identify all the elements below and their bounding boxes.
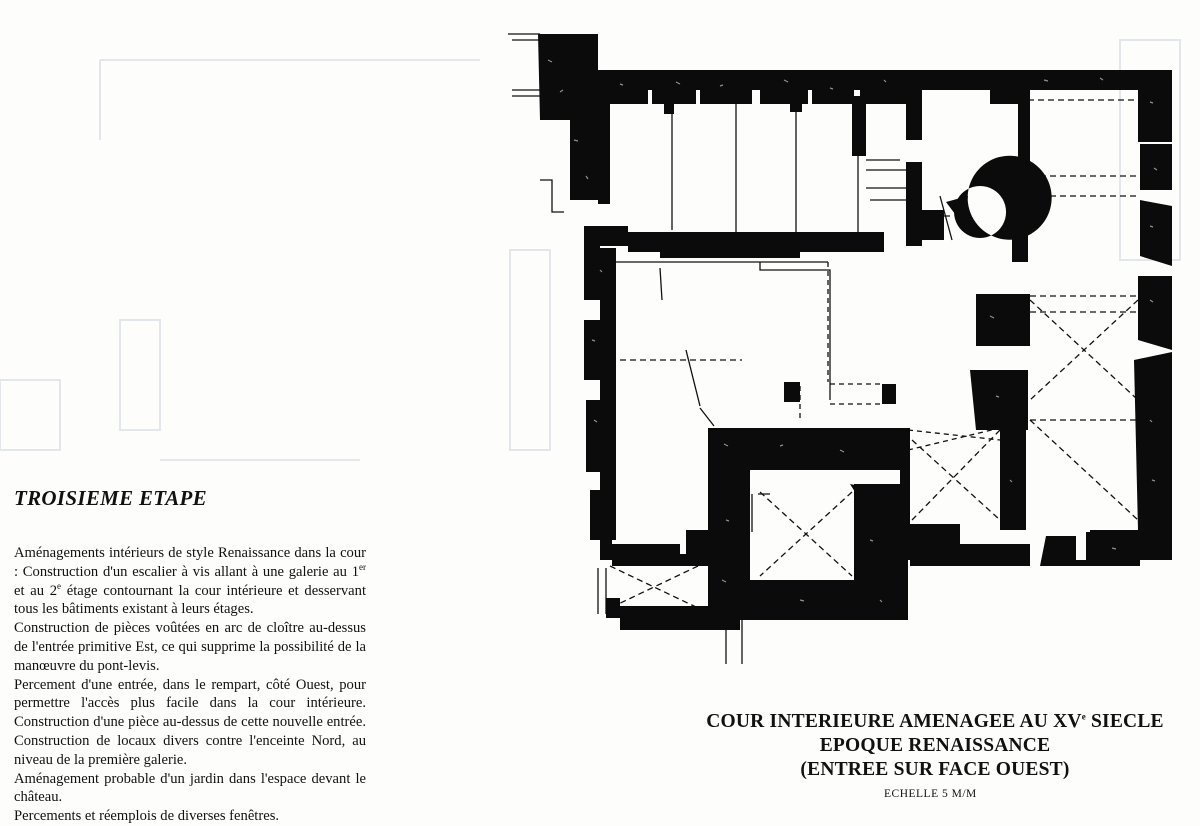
description-paragraph-5: Percements et réemplois de diverses fenêtres. <box>14 808 280 825</box>
description-text <box>14 544 366 826</box>
section-title: TROISIEME ETAPE <box>14 486 207 510</box>
caption-line-2: EPOQUE RENAISSANCE <box>819 735 1051 756</box>
plan-caption <box>655 710 1200 782</box>
walls <box>538 34 1172 630</box>
description-paragraph-3: Percement d'une entrée, dans le rempart, côté Ouest, pour permettre l'accès plus facile dans la cour intérieure. Construction d'une pièce au-dessus de cette nouvelle entrée. Construction de locaux divers contre l'enceinte Nord, au niveau de la première galerie. <box>14 676 366 768</box>
description-paragraph-4: Aménagement probable d'un jardin dans l'espace devant le château. <box>14 770 366 806</box>
caption-line-1: COUR INTERIEURE AMENAGEE AU XVe SIECLE <box>706 711 1164 732</box>
caption-line-3: (ENTREE SUR FACE OUEST) <box>800 759 1070 780</box>
description-paragraph-1: Aménagements intérieurs de style Renaissance dans la cour : Construction d'un escalier à vis allant à une galerie au 1er et au 2e étage contournant la cour intérieure et desservant tous les bâtiments existant à leurs étages. <box>14 545 366 618</box>
scale-label: ECHELLE 5 M/M <box>884 788 977 800</box>
description-paragraph-2: Construction de pièces voûtées en arc de cloître au-dessus de l'entrée primitive Est, ce qui supprime la possibilité de la manœuvre du pont-levis. <box>14 620 366 674</box>
